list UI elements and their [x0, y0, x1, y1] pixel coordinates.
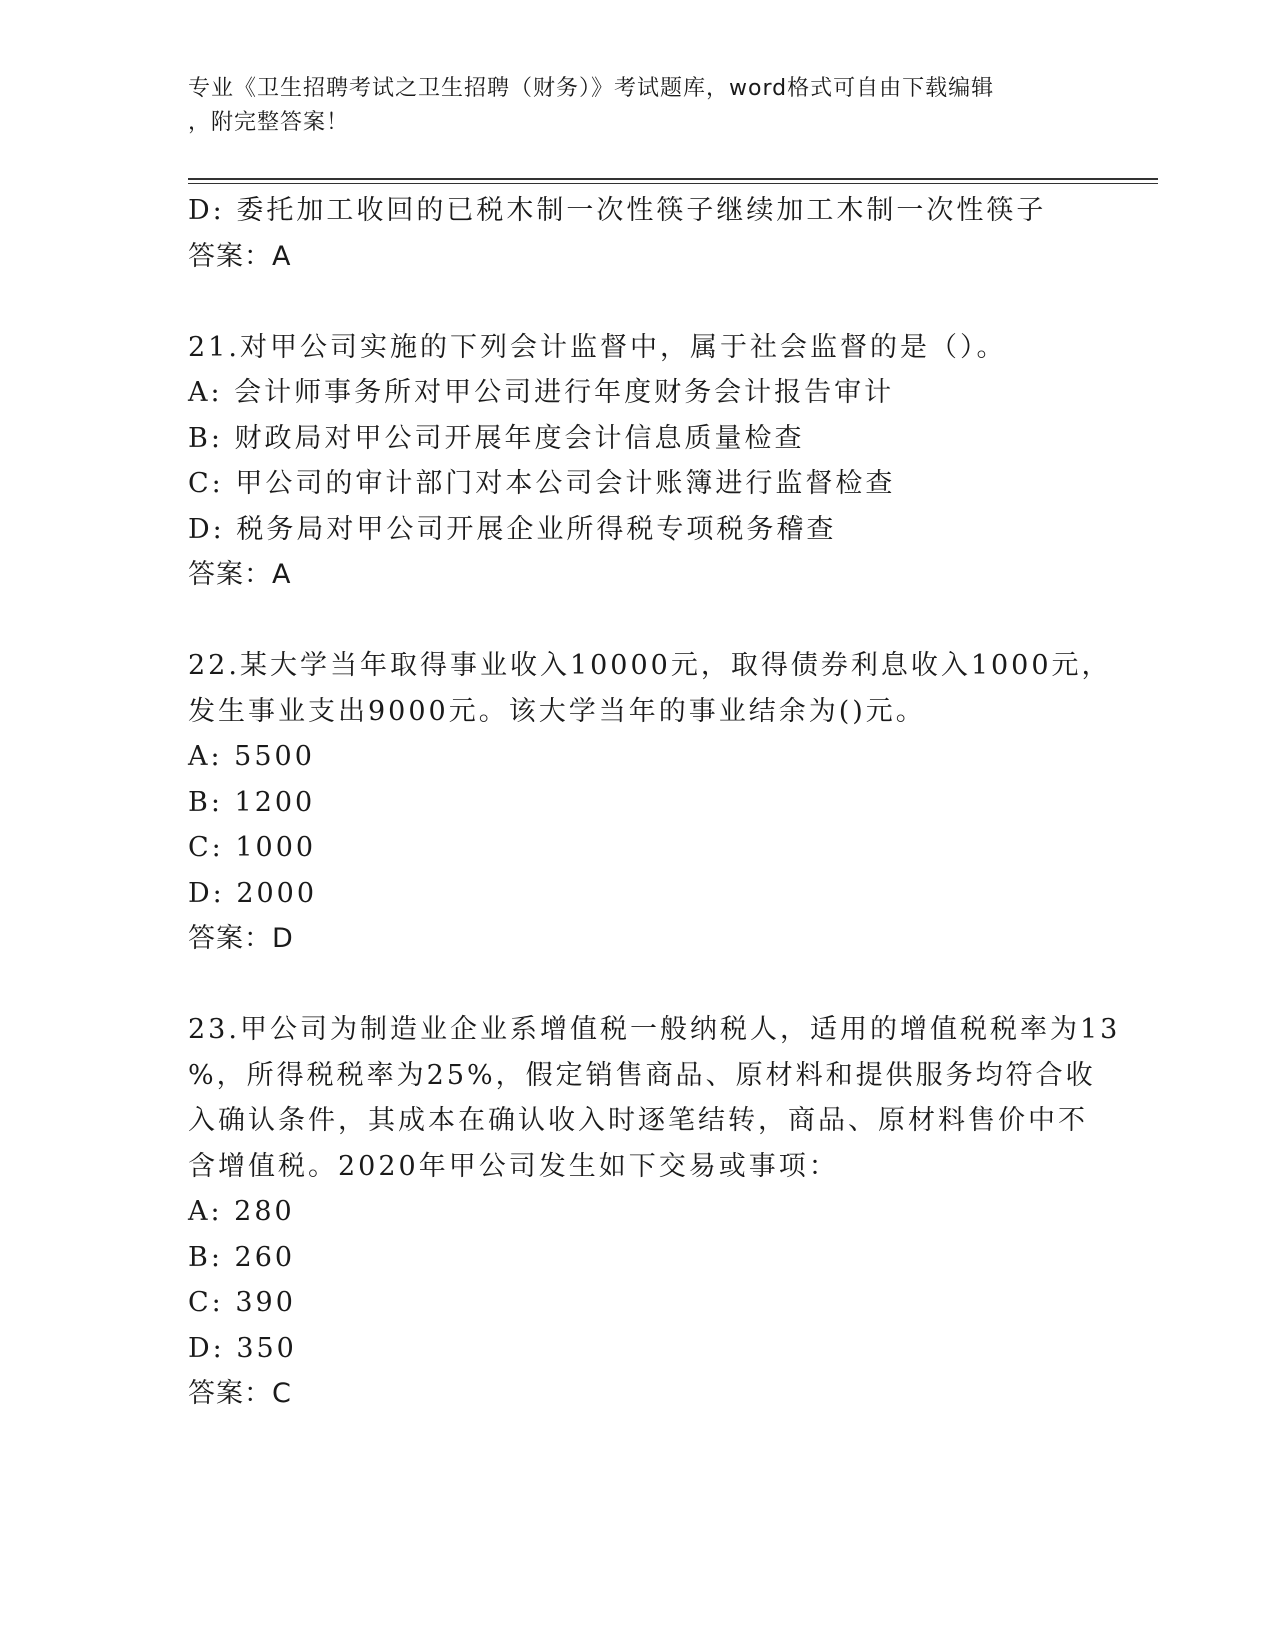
spacer	[188, 598, 1088, 644]
question-23-option-a: A: 280	[188, 1196, 295, 1227]
question-21-option-c: C: 甲公司的审计部门对本公司会计账簿进行监督检查	[188, 468, 896, 499]
question-23-answer: 答案：C	[188, 1378, 292, 1409]
question-23-stem-line-3: 入确认条件，其成本在确认收入时逐笔结转，商品、原材料售价中不	[188, 1105, 1088, 1136]
question-23	[188, 1007, 1121, 1417]
question-22-answer: 答案：D	[188, 923, 294, 954]
spacer	[188, 962, 1088, 1008]
question-21-answer: 答案：A	[188, 559, 292, 590]
question-23-stem-line-1: 23.甲公司为制造业企业系增值税一般纳税人，适用的增值税税率为13	[188, 1014, 1121, 1045]
question-23-option-c: C: 390	[188, 1287, 296, 1318]
question-23-option-b: B: 260	[188, 1241, 296, 1273]
question-22-option-a: A: 5500	[188, 741, 315, 772]
question-23-stem-line-2: %，所得税税率为25%，假定销售商品、原材料和提供服务均符合收	[188, 1059, 1096, 1091]
question-22-option-d: D: 2000	[188, 877, 318, 909]
question-22-option-c: C: 1000	[188, 832, 317, 863]
question-21-option-b: B: 财政局对甲公司开展年度会计信息质量检查	[188, 422, 805, 454]
question-21-stem: 21.对甲公司实施的下列会计监督中，属于社会监督的是（）。	[188, 331, 1007, 363]
prev-question-answer: 答案：A	[188, 240, 292, 272]
prev-question-option-d: D: 委托加工收回的已税木制一次性筷子继续加工木制一次性筷子	[188, 195, 1047, 226]
header-line-1: 专业《卫生招聘考试之卫生招聘（财务）》考试题库，word格式可自由下载编辑	[188, 76, 995, 101]
header-line-2: ，附完整答案！	[188, 110, 350, 135]
question-22	[188, 643, 1112, 962]
question-23-option-d: D: 350	[188, 1332, 297, 1364]
spacer	[188, 279, 1088, 325]
question-23-stem-line-4: 含增值税。2020年甲公司发生如下交易或事项：	[188, 1150, 839, 1182]
question-22-stem-line-2: 发生事业支出9000元。该大学当年的事业结余为()元。	[188, 695, 926, 727]
question-21-option-d: D: 税务局对甲公司开展企业所得税专项税务稽查	[188, 513, 837, 545]
document-header	[188, 72, 1088, 140]
header-divider-thick	[188, 178, 1158, 180]
question-21-option-a: A: 会计师事务所对甲公司进行年度财务会计报告审计	[188, 377, 895, 408]
document-body	[188, 188, 1121, 1417]
question-22-stem-line-1: 22.某大学当年取得事业收入10000元，取得债券利息收入1000元，	[188, 650, 1112, 681]
header-divider-thin	[188, 183, 1158, 184]
question-22-option-b: B: 1200	[188, 786, 316, 818]
question-21	[188, 325, 1088, 598]
